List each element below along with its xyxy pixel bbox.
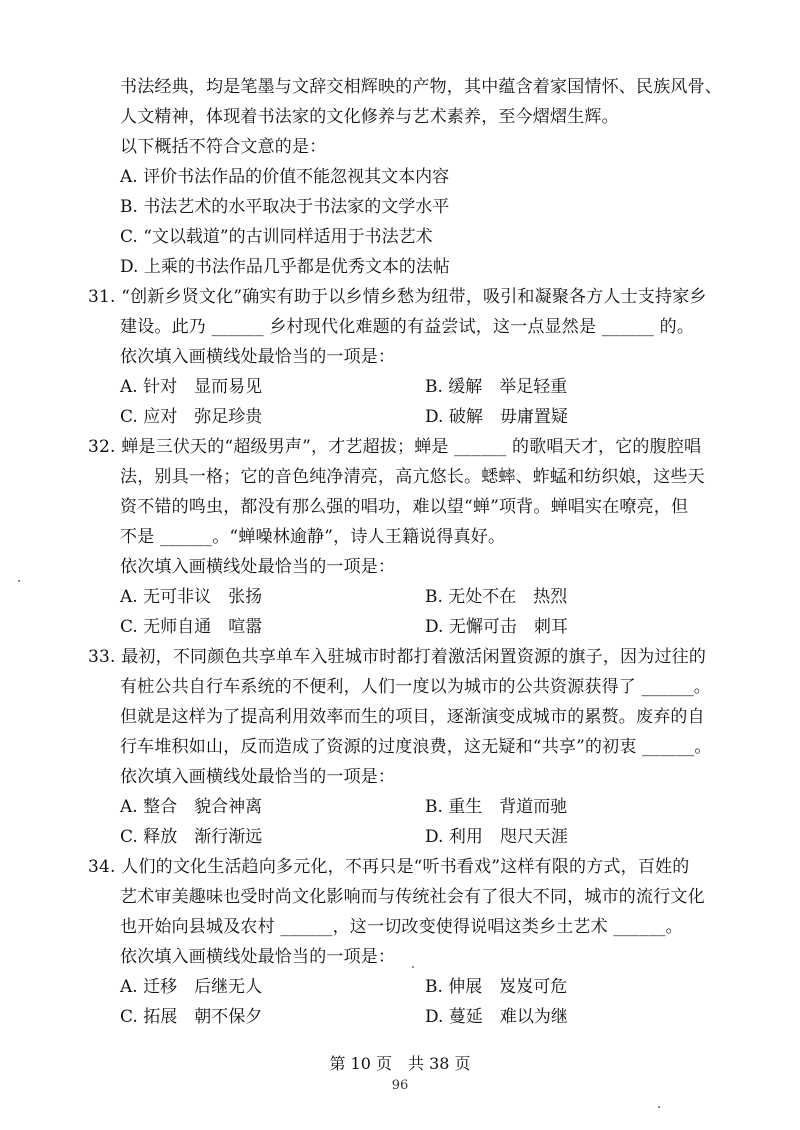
q32-option-c: C. 无师自通 喧嚣: [120, 617, 263, 637]
page-footer-label: 第 10 页 共 38 页: [329, 1054, 471, 1073]
q32-option-a: A. 无可非议 张扬: [120, 587, 263, 607]
q31-line-1: 31. “创新乡贤文化”确实有助于以乡情乡愁为纽带，吸引和凝聚各方人士支持家乡: [88, 287, 707, 307]
q31-option-c: C. 应对 弥足珍贵: [120, 407, 263, 427]
q34-option-d: D. 蔓延 难以为继: [425, 1007, 568, 1027]
q33-line-4: 行车堆积如山，反而造成了资源的过度浪费，这无疑和“共享”的初衷 ______。: [120, 737, 712, 757]
q32-option-d: D. 无懈可击 刺耳: [425, 617, 568, 637]
q34-option-a: A. 迁移 后继无人: [120, 977, 263, 997]
q32-line-1: 32. 蝉是三伏天的“超级男声”，才艺超拔；蝉是 ______ 的歌唱天才，它的腹腔唱: [88, 437, 702, 457]
q33-option-d: D. 利用 咫尺天涯: [425, 827, 568, 847]
q31-option-b: B. 缓解 举足轻重: [425, 377, 568, 397]
q34-prompt: 依次填入画横线处最恰当的一项是：: [120, 947, 396, 967]
q31-option-a: A. 针对 显而易见: [120, 377, 263, 397]
prev-option-a: A. 评价书法作品的价值不能忽视其文本内容: [120, 167, 450, 187]
prev-question-prompt: 以下概括不符合文意的是：: [120, 137, 327, 157]
q33-line-2: 有桩公共自行车系统的不便利，人们一度以为城市的公共资源获得了 ______。: [120, 677, 712, 697]
q32-option-b: B. 无处不在 热烈: [425, 587, 568, 607]
q32-line-4: 不是 ______。“蝉噪林逾静”，诗人王籍说得真好。: [120, 527, 506, 547]
q34-line-2: 艺术审美趣味也受时尚文化影响而与传统社会有了很大不同，城市的流行文化: [120, 887, 705, 907]
q31-line-2: 建设。此乃 ______ 乡村现代化难题的有益尝试，这一点显然是 ______ 的。: [120, 317, 695, 337]
prev-option-b: B. 书法艺术的水平取决于书法家的文学水平: [120, 197, 450, 217]
prev-passage-line-2: 人文精神，体现着书法家的文化修养与艺术素养，至今熠熠生辉。: [120, 107, 619, 127]
q33-line-3: 但就是这样为了提高利用效率而生的项目，逐渐演变成城市的累赘。废弃的自: [120, 707, 705, 727]
q33-option-b: B. 重生 背道而驰: [425, 797, 568, 817]
scan-speck: [18, 580, 20, 582]
q32-line-2: 法，别具一格；它的音色纯净清亮，高亢悠长。蟋蟀、蚱蜢和纺织娘，这些天: [120, 467, 705, 487]
q34-option-b: B. 伸展 岌岌可危: [425, 977, 568, 997]
q34-option-c: C. 拓展 朝不保夕: [120, 1007, 263, 1027]
q31-prompt: 依次填入画横线处最恰当的一项是：: [120, 347, 396, 367]
sheet-number: 96: [391, 1078, 409, 1093]
q33-line-1: 33. 最初，不同颜色共享单车入驻城市时都打着激活闲置资源的旗子，因为过往的: [88, 647, 707, 667]
scan-speck: [412, 966, 414, 968]
q34-line-3: 也开始向县城及农村 ______，这一切改变使得说唱这类乡土艺术 ______。: [120, 917, 683, 937]
q33-prompt: 依次填入画横线处最恰当的一项是：: [120, 767, 396, 787]
prev-option-c: C. “文以载道”的古训同样适用于书法艺术: [120, 227, 433, 247]
prev-passage-line-1: 书法经典，均是笔墨与文辞交相辉映的产物，其中蕴含着家国情怀、民族风骨、: [120, 77, 722, 97]
q31-option-d: D. 破解 毋庸置疑: [425, 407, 568, 427]
q32-prompt: 依次填入画横线处最恰当的一项是：: [120, 557, 396, 577]
q34-line-1: 34. 人们的文化生活趋向多元化，不再只是“听书看戏”这样有限的方式，百姓的: [88, 857, 690, 877]
scan-speck: [658, 1106, 660, 1108]
prev-option-d: D. 上乘的书法作品几乎都是优秀文本的法帖: [120, 257, 450, 277]
q32-line-3: 资不错的鸣虫，都没有那么强的唱功，难以望“蝉”项背。蝉唱实在嘹亮，但: [120, 497, 689, 517]
q33-option-c: C. 释放 渐行渐远: [120, 827, 263, 847]
q33-option-a: A. 整合 貌合神离: [120, 797, 263, 817]
